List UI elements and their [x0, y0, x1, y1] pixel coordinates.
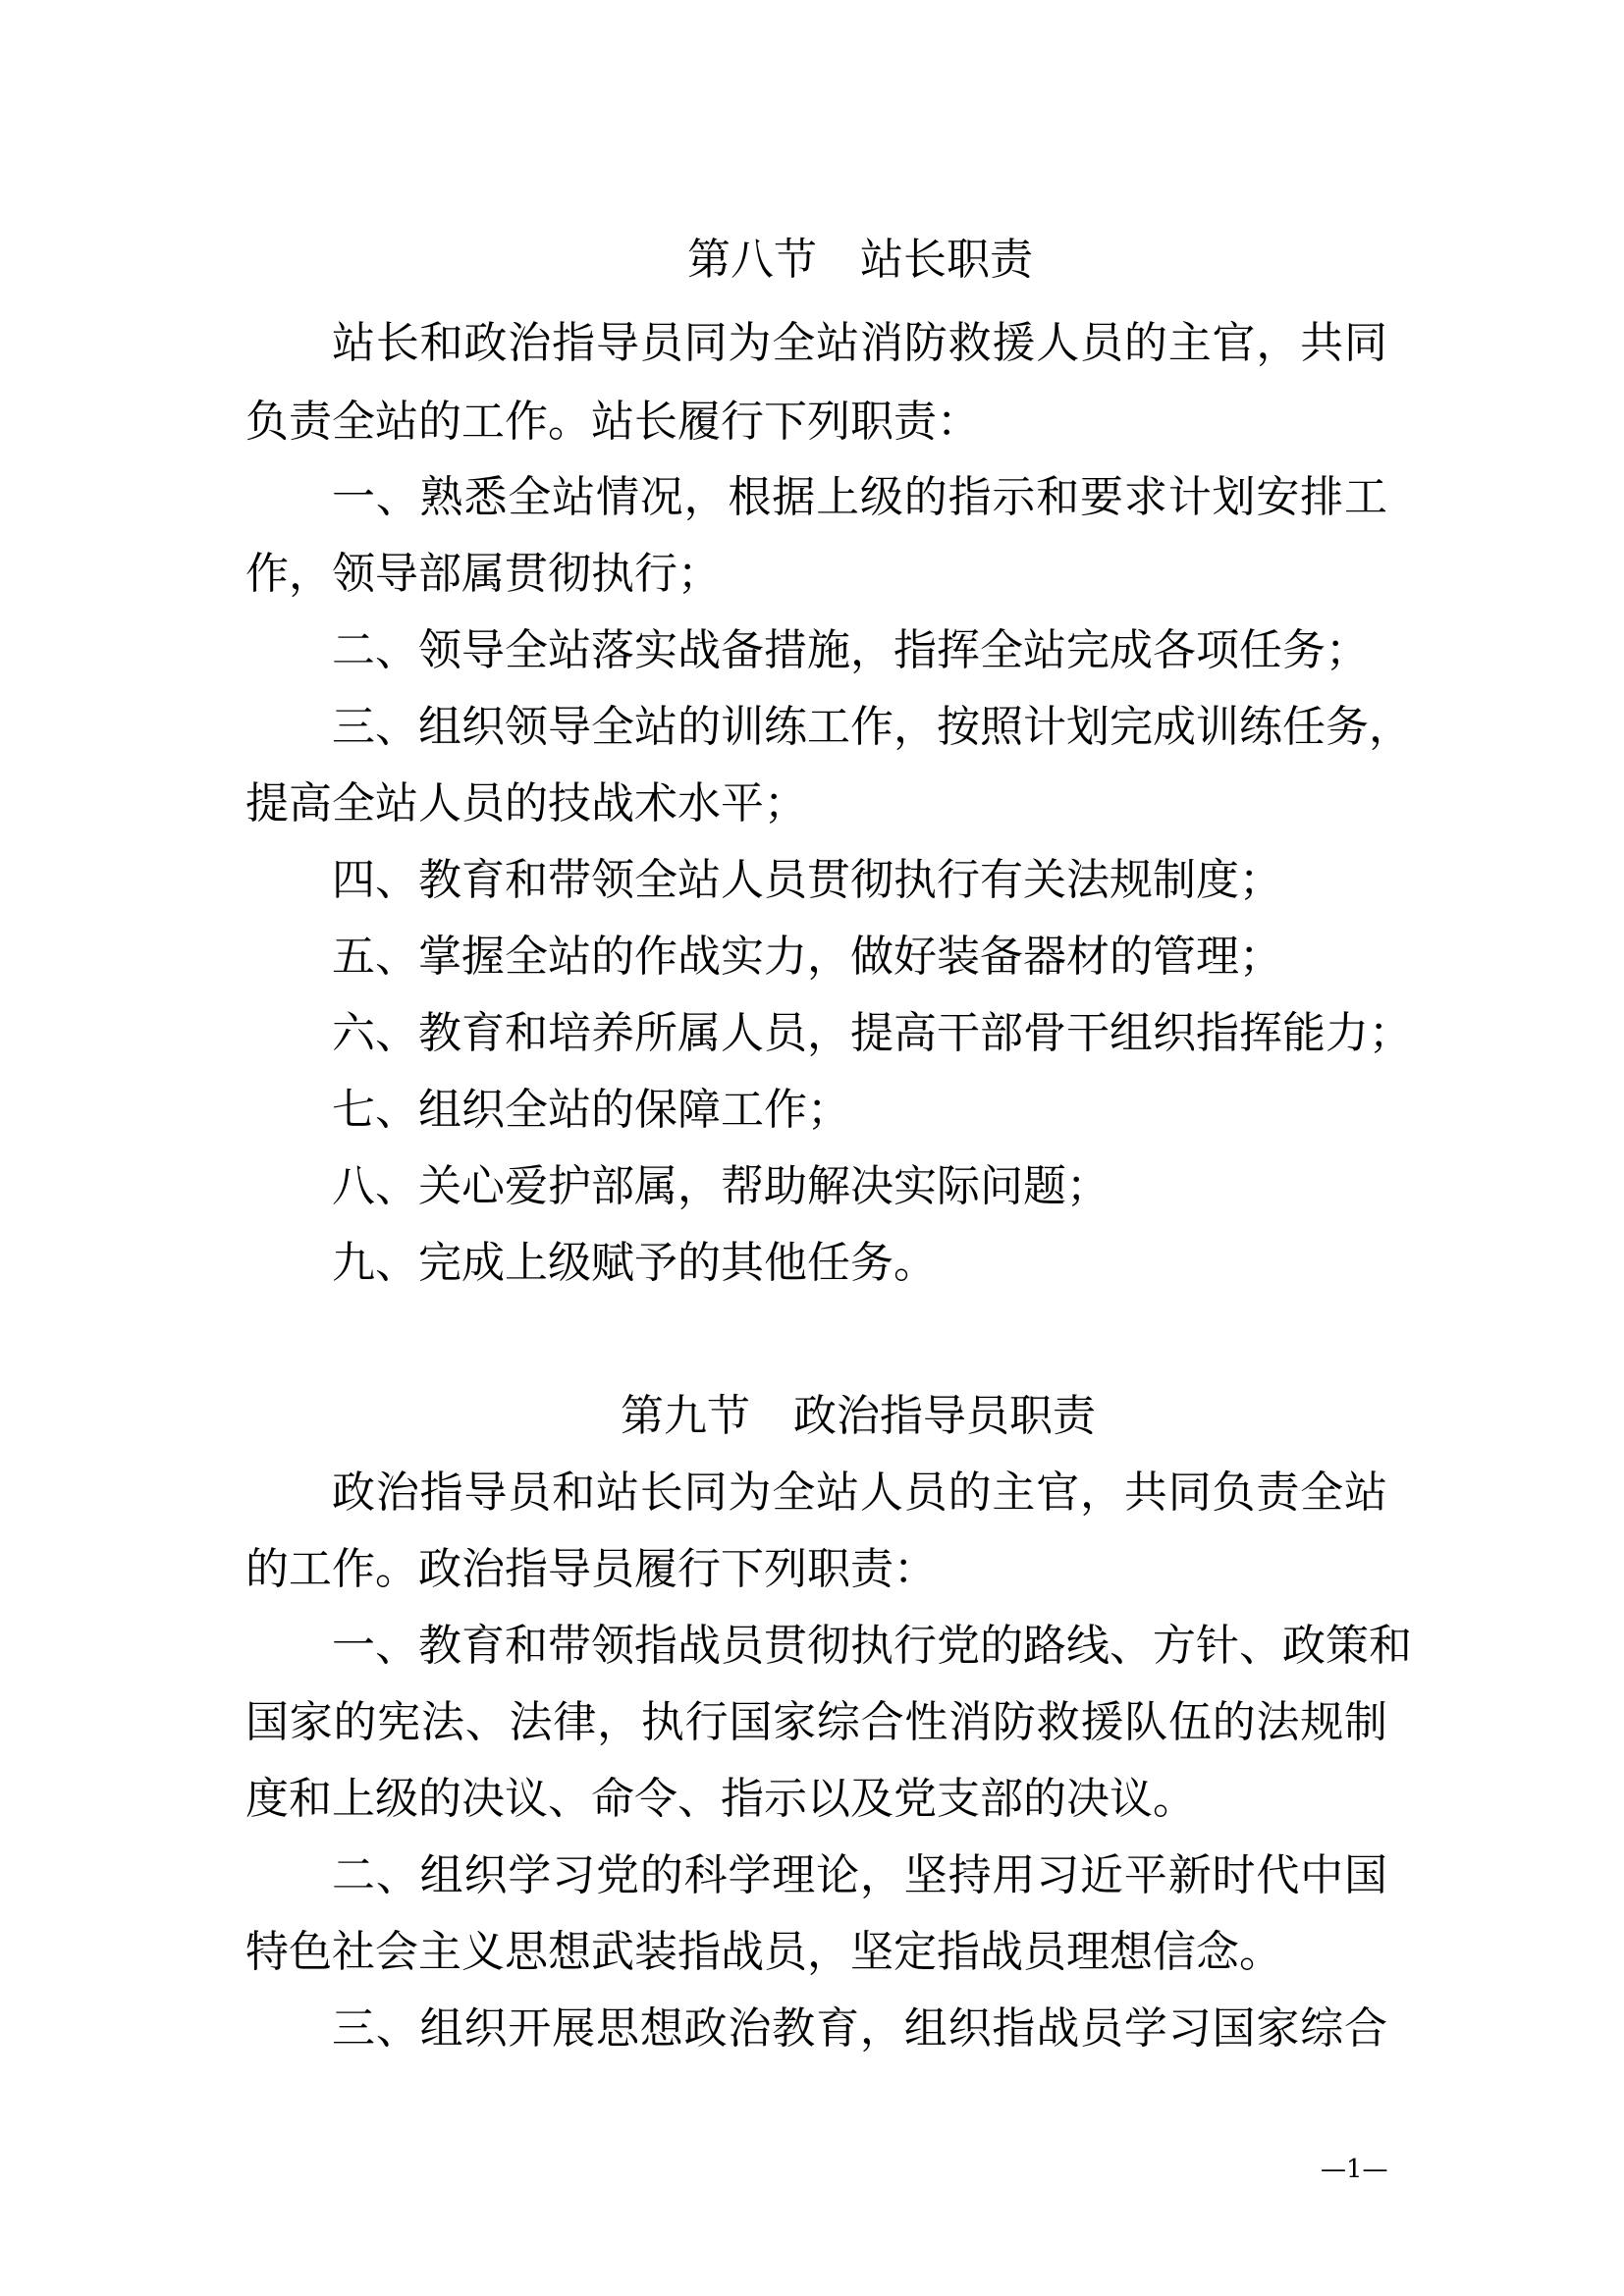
paragraph-line: 三、组织开展思想政治教育，组织指战员学习国家综合	[332, 2003, 1387, 2054]
paragraph-line: 九、完成上级赋予的其他任务。	[332, 1238, 937, 1288]
paragraph-line: 特色社会主义思想武装指战员，坚定指战员理想信念。	[245, 1927, 1282, 1977]
paragraph-line: 八、关心爱护部属，帮助解决实际问题；	[332, 1161, 1110, 1211]
paragraph-line: 二、组织学习党的科学理论，坚持用习近平新时代中国	[332, 1850, 1387, 1900]
section-heading: 第九节 政治指导员职责	[621, 1391, 1096, 1441]
paragraph-line: 的工作。政治指导员履行下列职责：	[245, 1544, 937, 1594]
paragraph-line: 度和上级的决议、命令、指示以及党支部的决议。	[245, 1774, 1196, 1824]
paragraph-line: 七、组织全站的保障工作；	[332, 1085, 850, 1135]
paragraph-line: 三、组织领导全站的训练工作，按照计划完成训练任务，	[332, 702, 1412, 752]
paragraph-line: 四、教育和带领全站人员贯彻执行有关法规制度；	[332, 855, 1282, 905]
paragraph-line: 站长和政治指导员同为全站消防救援人员的主官，共同	[332, 318, 1387, 368]
paragraph-line: 五、掌握全站的作战实力，做好装备器材的管理；	[332, 932, 1282, 982]
paragraph-line: 作，领导部属贯彻执行；	[245, 549, 721, 599]
section-heading: 第八节 站长职责	[687, 235, 1033, 285]
paragraph-line: 负责全站的工作。站长履行下列职责：	[245, 397, 980, 447]
paragraph-line: 国家的宪法、法律，执行国家综合性消防救援队伍的法规制	[245, 1697, 1387, 1747]
paragraph-line: 提高全站人员的技战术水平；	[245, 778, 807, 828]
paragraph-line: 二、领导全站落实战备措施，指挥全站完成各项任务；	[332, 625, 1369, 675]
paragraph-line: 政治指导员和站长同为全站人员的主官，共同负责全站	[332, 1468, 1387, 1518]
paragraph-line: 一、教育和带领指战员贯彻执行党的路线、方针、政策和	[332, 1621, 1412, 1671]
paragraph-line: 六、教育和培养所属人员，提高干部骨干组织指挥能力；	[332, 1008, 1412, 1058]
paragraph-line: 一、熟悉全站情况，根据上级的指示和要求计划安排工	[332, 472, 1387, 522]
page-number: —1—	[1321, 2155, 1388, 2184]
